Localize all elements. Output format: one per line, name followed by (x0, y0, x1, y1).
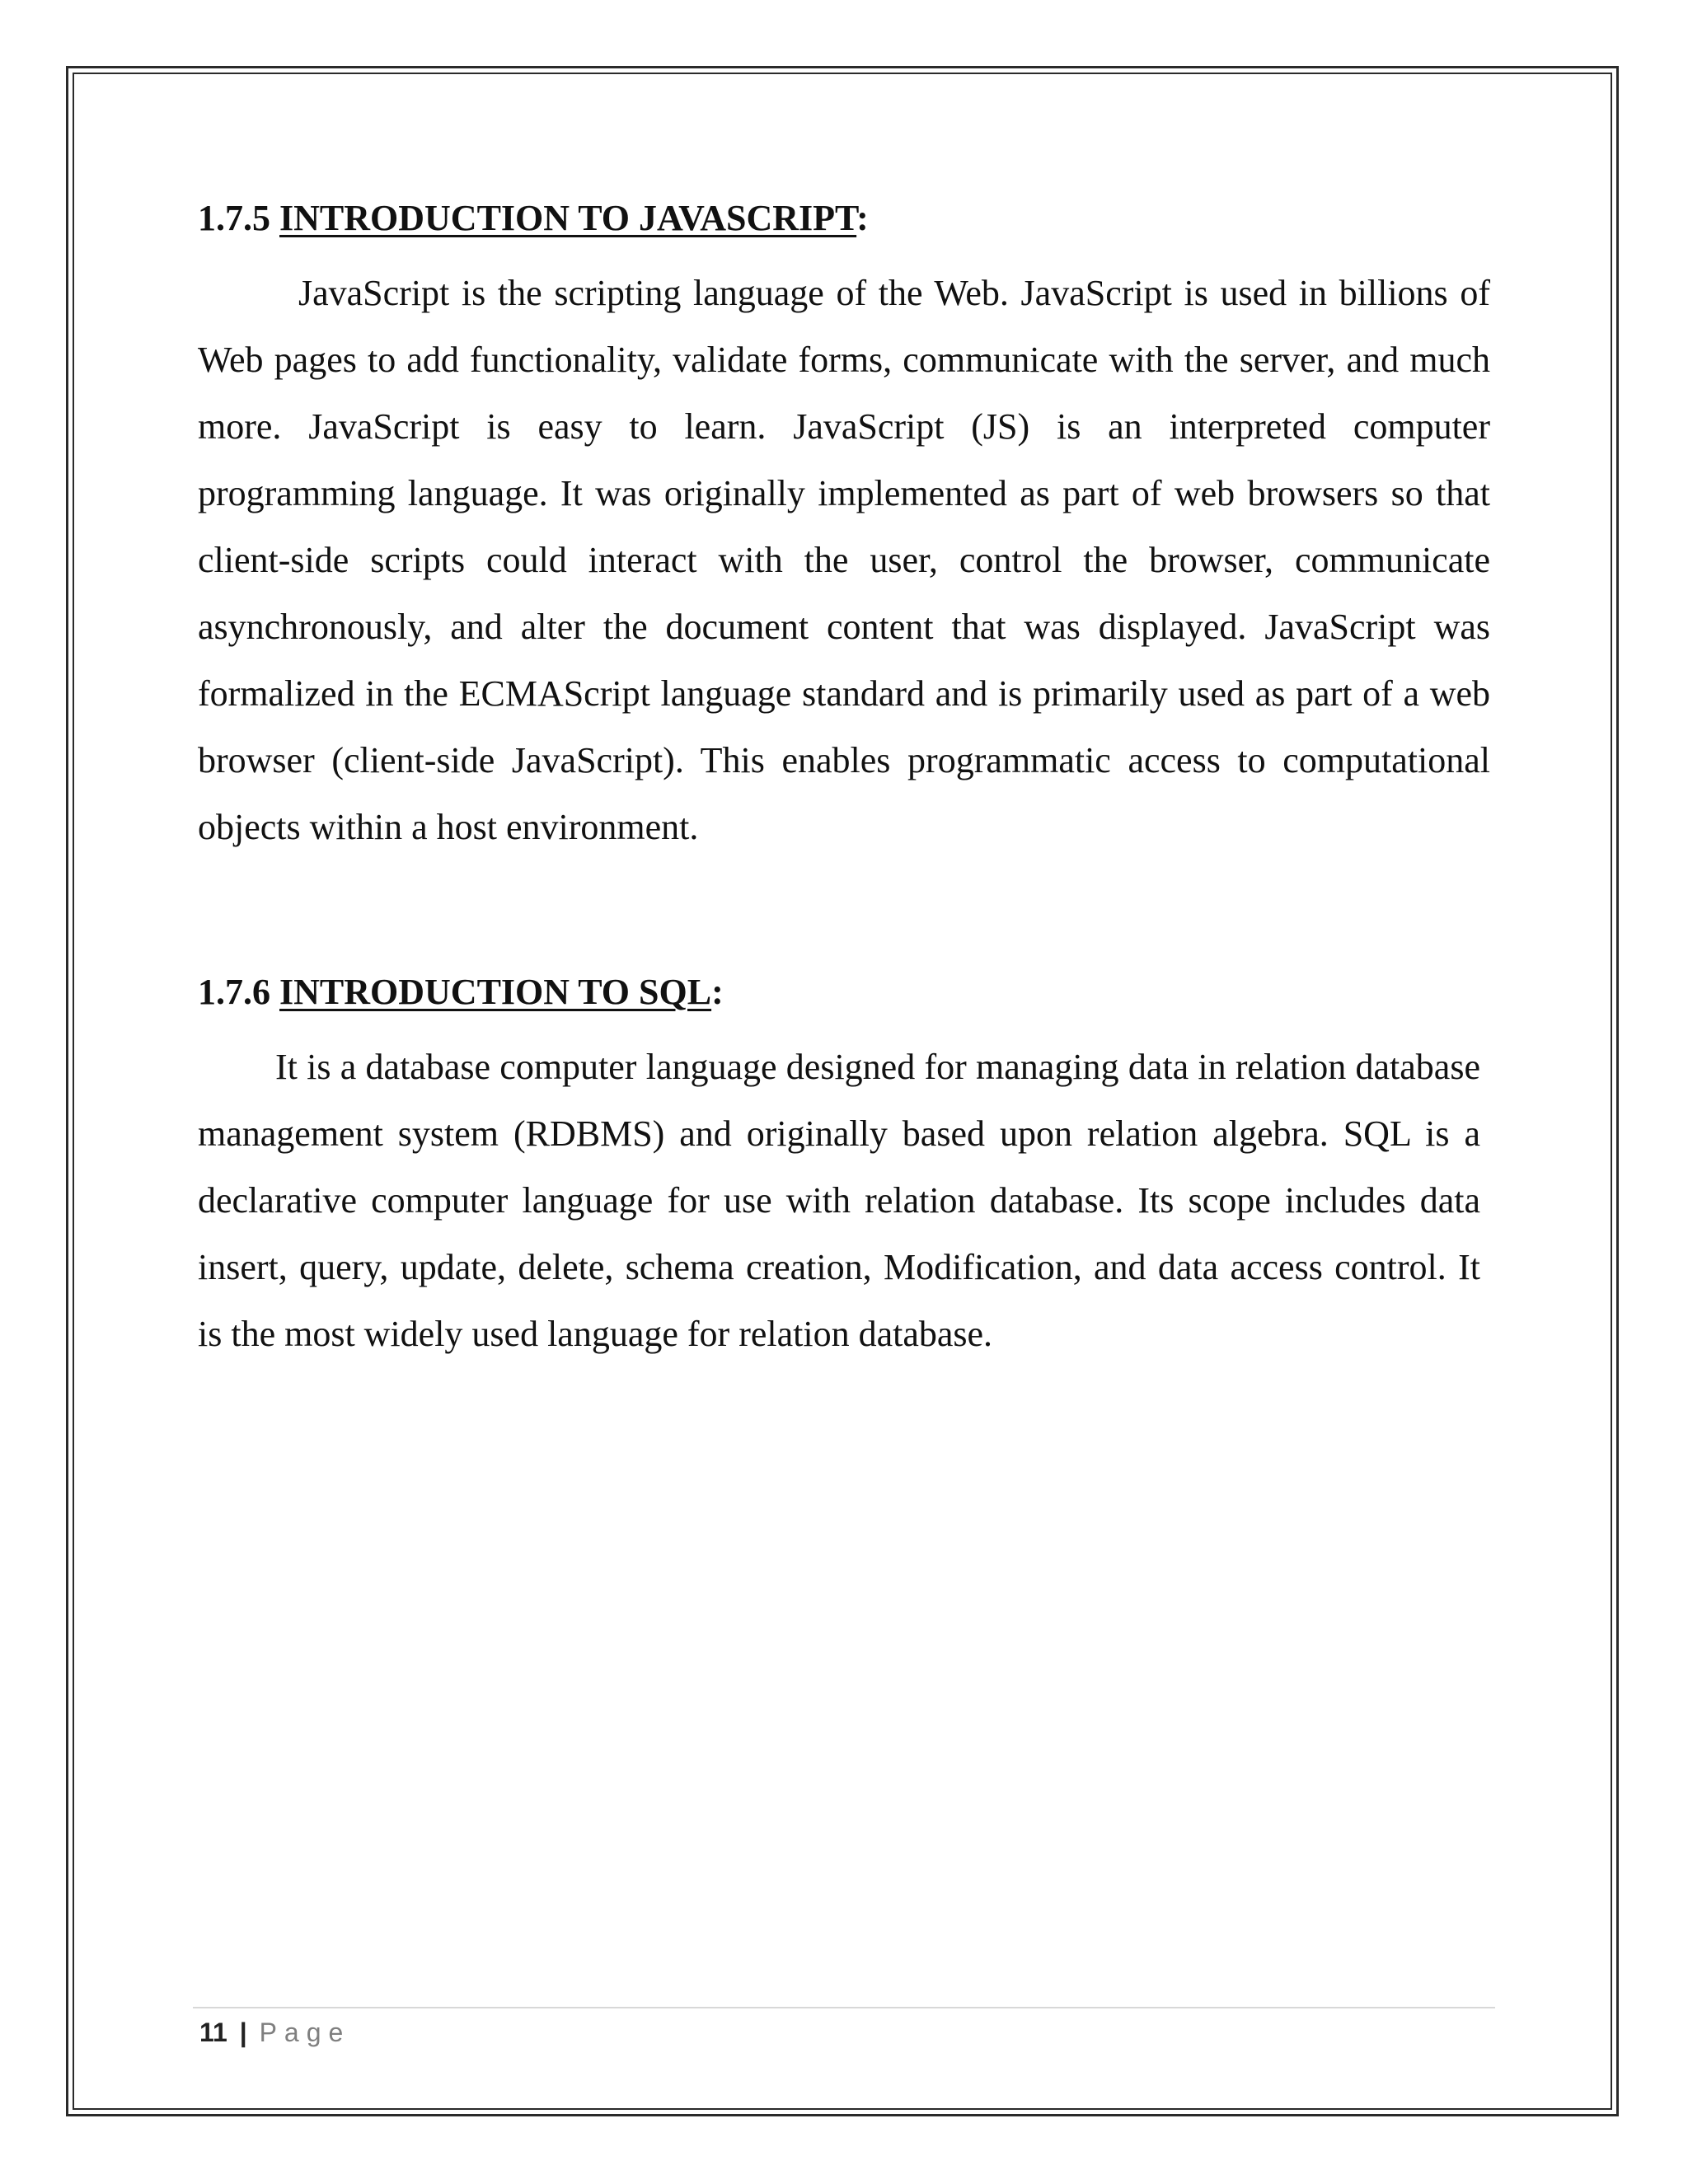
section-number: 1.7.5 (198, 198, 270, 238)
section-title: INTRODUCTION TO SQL (279, 972, 712, 1012)
footer-separator: | (239, 2018, 247, 2047)
heading-colon: : (711, 972, 724, 1012)
section-heading-sql (198, 968, 1490, 1017)
page-number: 11 (199, 2018, 227, 2047)
section-heading-javascript (198, 194, 1490, 243)
section-number: 1.7.6 (198, 972, 270, 1012)
section-body-sql: It is a database computer language designed for managing data in relation database management system (RDBMS) and originally based upon relation algebra. SQL is a declarative computer language for use with relation database. Its scope includes data insert, query, update, delete, schema creation, Modification, and data access control. It is the most widely used language for relation database. (198, 1047, 1480, 1354)
section-title: INTRODUCTION TO JAVASCRIPT (279, 198, 857, 238)
section-body-javascript: JavaScript is the scripting language of the Web. JavaScript is used in billions of Web pages to add functionality, validate forms, communicate with the server, and much more. JavaScript is easy to learn. JavaScript (JS) is an interpreted computer programming language. It was originally implemented as part of web browsers so that client-side scripts could interact with the user, control the browser, communicate asynchronously, and alter the document content that was displayed. JavaScript was formalized in the ECMAScript language standard and is primarily used as part of a web browser (client-side JavaScript). This enables programmatic access to computational objects within a host environment. (198, 273, 1490, 847)
page-content (198, 194, 1490, 1367)
page-footer (199, 2013, 350, 2052)
footer-divider (193, 2007, 1495, 2008)
heading-colon: : (856, 198, 869, 238)
page-label: Page (259, 2018, 351, 2047)
